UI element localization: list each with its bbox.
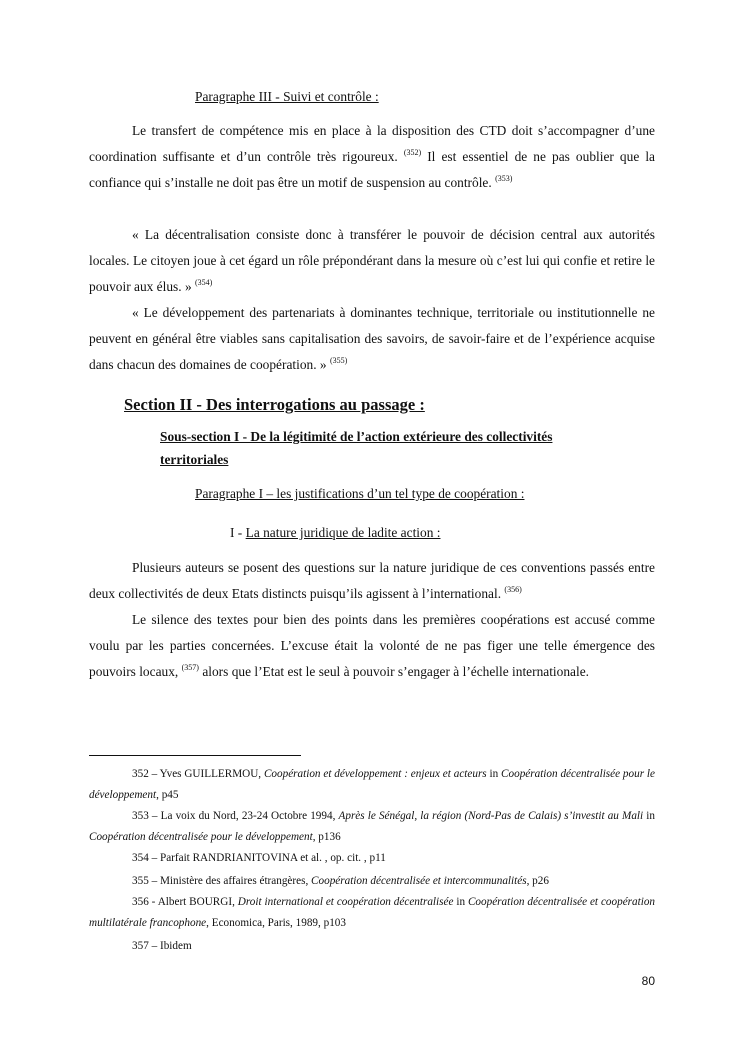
body-paragraph-2: « La décentralisation consiste donc à transférer le pouvoir de décision central aux autorités locales. Le citoyen joue à cet égard un rôle prépondérant dans la mesure où c’est lui qui confie et retire le pouvoir aux élus. » $^{(354)}$ <box>89 227 655 295</box>
footnote-divider <box>89 755 301 756</box>
subpoint-heading: I - La nature juridique de ladite action : <box>230 525 441 540</box>
footnote-353: 353 – La voix du Nord, 23-24 Octobre 1994, Après le Sénégal, la région (Nord-Pas de Calais) s’investit au Mali in Coopération décentralisée pour le développement, p136 <box>89 810 655 843</box>
footnote-355: 355 – Ministère des affaires étrangères, Coopération décentralisée et intercommunalités, p26 <box>132 875 549 887</box>
paragraph-heading-i: Paragraphe I – les justifications d’un tel type de coopération : <box>195 486 525 501</box>
body-paragraph-5: Le silence des textes pour bien des points dans les premières coopérations est accusé comme voulu par les parties concernées. L’excuse était la volonté de ne pas figer une telle émergence des pouvoirs locaux, $^{(357)}$ alors que l’Etat est le seul à pouvoir s’engager à l’échelle internationale. <box>89 612 655 680</box>
section-heading: Section II - Des interrogations au passage : <box>124 395 425 414</box>
footnote-354: 354 – Parfait RANDRIANITOVINA et al. , op. cit. , p11 <box>132 852 386 864</box>
paragraph-heading-iii: Paragraphe III - Suivi et contrôle : <box>195 89 379 104</box>
footnote-356: 356 - Albert BOURGI, Droit international et coopération décentralisée in Coopération décentralisée et coopération multilatérale francophone, Economica, Paris, 1989, p103 <box>89 896 656 929</box>
body-paragraph-1: Le transfert de compétence mis en place à la disposition des CTD doit s’accompagner d’une coordination suffisante et d’un contrôle très rigoureux. $^{(352)}$ Il est essentiel de ne pas oublier que la confiance qui s’installe ne doit pas être un motif de suspension au contrôle. $^{(353)}$ <box>89 123 655 191</box>
body-paragraph-3: « Le développement des partenariats à dominantes technique, territoriale ou institutionnelle ne peuvent en général être viables sans capitalisation des savoirs, de savoir-faire et de l’expérience acquise dans chacun des domaines de coopération. » $^{(355)}$ <box>89 305 655 373</box>
footnote-352: 352 – Yves GUILLERMOU, Coopération et développement : enjeux et acteurs in Coopération décentralisée pour le développement, p45 <box>89 768 655 801</box>
page-number: 80 <box>641 974 655 988</box>
body-paragraph-4: Plusieurs auteurs se posent des questions sur la nature juridique de ces conventions passés entre deux collectivités de deux Etats distincts puisqu’ils agissent à l’international. $^{(356)}$ <box>89 560 655 602</box>
footnote-357: 357 – Ibidem <box>132 940 192 952</box>
subsection-heading: Sous-section I - De la légitimité de l’action extérieure des collectivités territoriales <box>160 429 553 467</box>
